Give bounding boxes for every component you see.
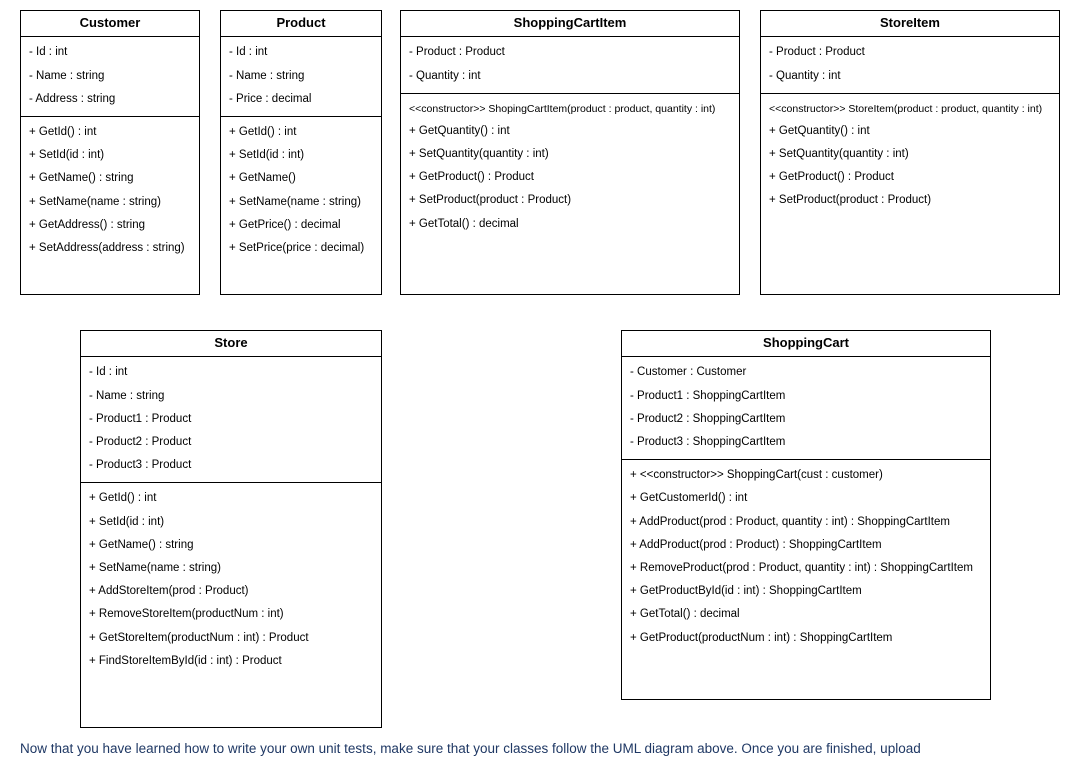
operation-row: + GetStoreItem(productNum : int) : Product <box>89 631 309 644</box>
constructor-row: <<constructor>> ShopingCartItem(product : product, quantity : int) <box>409 102 716 115</box>
class-title-product: Product <box>221 11 381 37</box>
operation-row: + RemoveProduct(prod : Product, quantity : int) : ShoppingCartItem <box>630 562 973 575</box>
operation-row: + SetQuantity(quantity : int) <box>769 148 909 161</box>
class-operations-customer <box>21 116 199 265</box>
instruction-caption: Now that you have learned how to write your own unit tests, make sure that your classes follow the UML diagram above. Once you are finished, upload <box>20 741 921 756</box>
attribute-row: - Address : string <box>29 92 116 105</box>
operation-row: + GetTotal() : decimal <box>630 608 740 621</box>
operation-row: + GetProduct() : Product <box>409 171 534 184</box>
operation-row: + GetAddress() : string <box>29 218 145 231</box>
class-title-shoppingcart: ShoppingCart <box>622 331 990 357</box>
uml-class-customer <box>20 10 200 295</box>
operation-row: + GetId() : int <box>229 125 297 138</box>
class-title-shoppingcartitem: ShoppingCartItem <box>401 11 739 37</box>
class-title-storeitem: StoreItem <box>761 11 1059 37</box>
attribute-row: - Product1 : ShoppingCartItem <box>630 389 786 402</box>
class-attributes-product <box>221 37 381 116</box>
attribute-row: - Product3 : ShoppingCartItem <box>630 435 786 448</box>
operation-row: + FindStoreItemById(id : int) : Product <box>89 654 282 667</box>
attribute-row: - Name : string <box>89 389 165 402</box>
operation-row: + AddStoreItem(prod : Product) <box>89 585 249 598</box>
operation-row: + SetId(id : int) <box>229 149 305 162</box>
operation-row: + GetQuantity() : int <box>769 124 870 137</box>
class-operations-product <box>221 116 381 265</box>
operation-row: + AddProduct(prod : Product, quantity : int) : ShoppingCartItem <box>630 515 950 528</box>
operation-row: + GetName() : string <box>89 538 194 551</box>
attribute-row: - Id : int <box>89 366 128 379</box>
operation-row: + RemoveStoreItem(productNum : int) <box>89 608 284 621</box>
operation-row: + GetProductById(id : int) : ShoppingCartItem <box>630 585 862 598</box>
operation-row: + AddProduct(prod : Product) : ShoppingCartItem <box>630 538 882 551</box>
operation-row: + SetName(name : string) <box>29 195 161 208</box>
operation-row: + GetQuantity() : int <box>409 124 510 137</box>
operation-row: + GetTotal() : decimal <box>409 217 519 230</box>
attribute-row: - Product1 : Product <box>89 412 192 425</box>
constructor-row: + <<constructor>> ShoppingCart(cust : customer) <box>630 469 883 482</box>
attribute-row: - Price : decimal <box>229 92 312 105</box>
attribute-row: - Product : Product <box>769 46 865 59</box>
operation-row: + SetAddress(address : string) <box>29 242 185 255</box>
class-operations-shoppingcart <box>622 459 990 655</box>
attribute-row: - Product3 : Product <box>89 459 192 472</box>
operation-row: + GetCustomerId() : int <box>630 492 748 505</box>
uml-class-store <box>80 330 382 728</box>
attribute-row: - Id : int <box>29 46 68 59</box>
constructor-row: <<constructor>> StoreItem(product : product, quantity : int) <box>769 102 1043 115</box>
uml-class-shoppingcartitem <box>400 10 740 295</box>
attribute-row: - Product2 : Product <box>89 435 192 448</box>
operation-row: + GetName() <box>229 172 296 185</box>
class-attributes-store <box>81 357 381 482</box>
class-operations-store <box>81 482 381 678</box>
attribute-row: - Quantity : int <box>409 69 481 82</box>
uml-class-storeitem <box>760 10 1060 295</box>
class-title-store: Store <box>81 331 381 357</box>
class-title-customer: Customer <box>21 11 199 37</box>
operation-row: + SetId(id : int) <box>29 149 105 162</box>
class-attributes-shoppingcart <box>622 357 990 459</box>
operation-row: + GetId() : int <box>29 125 97 138</box>
operation-row: + SetPrice(price : decimal) <box>229 242 365 255</box>
class-attributes-storeitem <box>761 37 1059 92</box>
operation-row: + SetProduct(product : Product) <box>409 194 572 207</box>
operation-row: + SetName(name : string) <box>89 562 221 575</box>
operation-row: + GetId() : int <box>89 492 157 505</box>
attribute-row: - Product2 : ShoppingCartItem <box>630 412 786 425</box>
attribute-row: - Id : int <box>229 46 268 59</box>
operation-row: + SetId(id : int) <box>89 515 165 528</box>
class-attributes-shoppingcartitem <box>401 37 739 92</box>
operation-row: + GetName() : string <box>29 172 134 185</box>
attribute-row: - Product : Product <box>409 46 505 59</box>
operation-row: + SetName(name : string) <box>229 195 361 208</box>
attribute-row: - Quantity : int <box>769 69 841 82</box>
class-operations-storeitem <box>761 93 1059 218</box>
class-operations-shoppingcartitem <box>401 93 739 241</box>
operation-row: + GetProduct(productNum : int) : ShoppingCartItem <box>630 631 893 644</box>
attribute-row: - Customer : Customer <box>630 366 747 379</box>
operation-row: + SetProduct(product : Product) <box>769 194 932 207</box>
class-attributes-customer <box>21 37 199 116</box>
operation-row: + GetPrice() : decimal <box>229 218 341 231</box>
operation-row: + GetProduct() : Product <box>769 171 894 184</box>
uml-class-shoppingcart <box>621 330 991 700</box>
attribute-row: - Name : string <box>29 69 105 82</box>
uml-class-product <box>220 10 382 295</box>
attribute-row: - Name : string <box>229 69 305 82</box>
operation-row: + SetQuantity(quantity : int) <box>409 148 549 161</box>
